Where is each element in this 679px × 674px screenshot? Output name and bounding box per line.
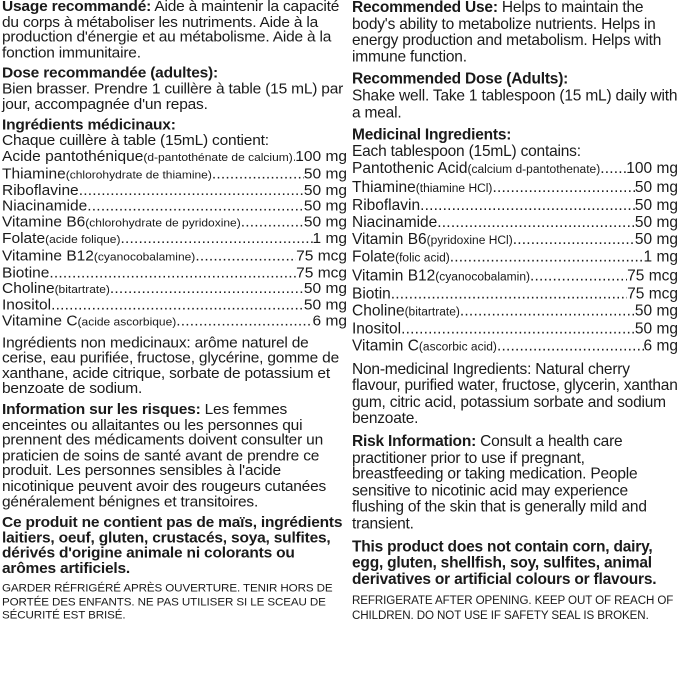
leader-dots	[195, 248, 296, 264]
leader-dots	[110, 281, 304, 297]
english-column-content	[352, 0, 678, 623]
leader-dots	[391, 285, 627, 302]
medicinal-ingredients-fr	[2, 118, 347, 330]
ingredient-amount: 50 mg	[634, 320, 678, 338]
ingredient-source: (bitartrate)	[54, 282, 110, 296]
leader-dots	[513, 231, 635, 248]
ingredient-amount: 75 mcg	[627, 267, 678, 285]
ingredient-amount: 50 mg	[303, 297, 347, 314]
leader-dots	[120, 231, 312, 247]
ingredient-amount: 50 mg	[303, 182, 347, 199]
ingredient-row	[2, 183, 347, 199]
ingredient-source: (thiamine HCl)	[415, 180, 493, 195]
ingredient-name: Vitamin C	[352, 337, 419, 355]
ingredient-row	[2, 149, 347, 166]
ingredient-row	[352, 197, 678, 214]
ingredient-source: (cyanocobalamin)	[435, 269, 531, 284]
ingredient-name: Niacinamide	[352, 213, 438, 231]
ingredient-amount: 6 mg	[312, 313, 347, 330]
ingredient-amount: 50 mg	[634, 302, 678, 320]
ingredient-row	[352, 214, 678, 231]
leader-dots	[176, 314, 312, 330]
leader-dots	[79, 183, 304, 199]
ingredient-source: (bitartrate)	[404, 304, 460, 319]
ingredient-amount: 1 mg	[643, 249, 678, 267]
ingredient-amount: 50 mg	[303, 165, 347, 182]
allergen-statement-fr: Ce produit ne contient pas de maïs, ingrédients laitiers, oeuf, gluten, crustacés, soya, sulfites, dérivés d'origine animale ni colorants ou arômes artificiels.	[2, 514, 343, 577]
recommended-use-en	[352, 0, 678, 66]
ingredient-amount: 50 mg	[634, 213, 678, 231]
ingredient-row	[2, 265, 347, 281]
ingredient-name: Choline	[2, 280, 55, 297]
ingredient-name: Pantothenic Acid	[352, 160, 468, 178]
leader-dots	[51, 298, 304, 314]
ingredient-row	[2, 248, 347, 265]
leader-dots	[450, 249, 644, 266]
ingredient-source: (chlorohydrate de thiamine)	[65, 167, 212, 181]
leader-dots	[49, 265, 296, 281]
leader-dots	[437, 214, 635, 231]
ingredient-name: Folate	[2, 231, 46, 248]
risk-information-en	[352, 434, 678, 533]
section-heading: Usage recommandé:	[2, 0, 152, 15]
leader-dots	[492, 179, 634, 196]
ingredient-source: (cyanocobalamine)	[93, 250, 196, 264]
ingredient-amount: 1 mg	[312, 231, 347, 248]
ingredient-amount: 6 mg	[643, 337, 678, 355]
ingredient-name: Vitamin B12	[352, 267, 436, 285]
section-text: Shake well. Take 1 tablespoon (15 mL) daily with a meal.	[352, 87, 678, 121]
section-heading: Recommended Dose (Adults):	[352, 71, 569, 88]
english-column	[352, 0, 678, 626]
ingredient-name: Choline	[352, 302, 405, 320]
non-medicinal-ingredients-fr: Ingrédients non medicinaux: arôme naturel de cerise, eau purifiée, fructose, glycérine, gomme de xanthane, acide citrique, sorbate de potassium et benzoate de sodium.	[2, 335, 339, 397]
allergen-statement-en: This product does not contain corn, dairy, egg, gluten, shellfish, soy, sulfites, animal derivatives or artificial colours or flavours.	[352, 537, 657, 588]
ingredient-amount: 50 mg	[303, 280, 347, 297]
leader-dots	[600, 161, 626, 178]
ingredient-source: (d-pantothénate de calcium)	[143, 150, 293, 164]
ingredient-name: Vitamin B6	[352, 231, 427, 248]
french-column	[2, 0, 347, 674]
ingredient-name: Vitamine C	[2, 313, 78, 330]
ingredient-source: (acide ascorbique)	[77, 315, 177, 329]
ingredient-row	[2, 215, 347, 232]
section-heading: Recommended Use:	[352, 0, 498, 16]
ingredient-amount: 50 mg	[634, 196, 678, 214]
ingredient-name: Inositol	[2, 297, 52, 314]
ingredients-intro: Chaque cuillère à table (15mL) contient:	[2, 132, 269, 149]
ingredient-list	[2, 149, 347, 330]
section-heading: Ingrédients médicinaux:	[2, 117, 176, 134]
ingredient-amount: 75 mcg	[627, 285, 678, 303]
ingredient-source: (folic acid)	[395, 251, 450, 266]
leader-dots	[87, 199, 304, 215]
leader-dots	[241, 215, 304, 231]
medicinal-ingredients-en	[352, 128, 678, 356]
recommended-use-fr	[2, 0, 347, 61]
ingredient-row	[352, 161, 678, 179]
ingredient-source: (ascorbic acid)	[418, 339, 497, 354]
ingredient-row	[352, 179, 678, 197]
ingredient-amount: 50 mg	[303, 214, 347, 231]
section-text: Consult a health care practitioner prior to use if pregnant, breastfeeding or taking medication. People sensitive to nicotinic acid may experience flushing of the skin that is generally mild and transient.	[352, 432, 647, 533]
ingredient-amount: 50 mg	[634, 178, 678, 196]
section-heading: Dose recommandée (adultes):	[2, 65, 218, 82]
storage-warning-en: REFRIGERATE AFTER OPENING. KEEP OUT OF REACH OF CHILDREN. DO NOT USE IF SAFETY SEAL IS BROKEN.	[352, 594, 674, 622]
storage-warning-fr: GARDER RÉFRIGÉRÉ APRÈS OUVERTURE. TENIR HORS DE PORTÉE DES ENFANTS. NE PAS UTILISER SI LE SCEAU DE SÉCURITÉ EST BRISÉ.	[2, 582, 333, 622]
ingredient-amount: 75 mcg	[296, 248, 347, 264]
ingredient-name: Folate	[352, 249, 396, 267]
ingredient-source: (calcium d-pantothenate)	[467, 162, 601, 177]
section-text: Les femmes enceintes ou allaitantes ou les personnes qui prennent des médicaments doivent consulter un praticien de soins de santé avant de prendre ce produit. Les personnes sensibles à l'acide nicotinique peuvent avoir des rougeurs cutanées généralement bénignes et transitoires.	[2, 402, 327, 510]
section-heading: Risk Information:	[352, 432, 477, 450]
leader-dots	[212, 166, 304, 182]
ingredient-name: Thiamine	[2, 165, 66, 182]
section-text: Aide à maintenir la capacité du corps à métaboliser les nutriments. Aide à la production d'énergie et au métabolisme. Aide à la fonction immunitaire.	[2, 0, 340, 61]
leader-dots	[497, 338, 644, 355]
ingredient-row	[2, 166, 347, 183]
section-text: Bien brasser. Prendre 1 cuillère à table (15 mL) par jour, accompagnée d'un repas.	[2, 81, 344, 113]
ingredient-row	[352, 231, 678, 249]
ingredient-name: Niacinamide	[2, 198, 88, 215]
section-text: Helps to maintain the body's ability to metabolize nutrients. Helps in energy production and metabolism. Helps with immune function.	[352, 0, 662, 66]
leader-dots	[460, 303, 635, 320]
ingredients-intro: Each tablespoon (15mL) contains:	[352, 143, 581, 160]
ingredient-amount: 75 mcg	[296, 265, 347, 281]
risk-information-fr	[2, 403, 347, 510]
leader-dots	[420, 197, 635, 214]
ingredient-name: Riboflavine	[2, 182, 79, 199]
ingredient-amount: 50 mg	[634, 231, 678, 248]
ingredient-amount: 100 mg	[626, 160, 678, 178]
ingredient-row	[2, 298, 347, 314]
leader-dots	[401, 321, 635, 338]
ingredient-source: (chlorohydrate de pyridoxine)	[85, 216, 241, 230]
ingredient-name: Biotin	[352, 285, 391, 303]
ingredient-row	[2, 281, 347, 298]
ingredient-list	[352, 161, 678, 356]
section-heading: Medicinal Ingredients:	[352, 126, 512, 144]
ingredient-source: (pyridoxine HCl)	[426, 233, 513, 247]
ingredient-name: Vitamine B12	[2, 248, 94, 264]
ingredient-name: Inositol	[352, 320, 402, 338]
ingredient-name: Vitamine B6	[2, 214, 86, 231]
ingredient-name: Riboflavin	[352, 196, 421, 214]
ingredient-row	[2, 199, 347, 215]
ingredient-row	[352, 249, 678, 267]
ingredient-name: Thiamine	[352, 178, 416, 196]
ingredient-row	[352, 338, 678, 356]
ingredient-row	[2, 314, 347, 331]
french-column-content	[2, 0, 347, 623]
recommended-dose-en	[352, 72, 678, 122]
ingredient-row	[352, 303, 678, 321]
leader-dots	[530, 267, 627, 284]
non-medicinal-ingredients-en: Non-medicinal Ingredients: Natural cherry flavour, purified water, fructose, glycerin, xanthan gum, citric acid, potassium sorbate and sodium benzoate.	[352, 360, 678, 428]
ingredient-row	[352, 321, 678, 338]
ingredient-name: Biotine	[2, 265, 50, 281]
ingredient-source: (acide folique)	[45, 233, 121, 247]
recommended-dose-fr	[2, 67, 347, 113]
ingredient-name: Acide pantothénique	[2, 149, 144, 165]
section-heading: Information sur les risques:	[2, 402, 201, 418]
ingredient-row	[2, 231, 347, 248]
ingredient-amount: 100 mg	[295, 149, 347, 165]
ingredient-amount: 50 mg	[303, 198, 347, 215]
ingredient-row	[352, 267, 678, 285]
ingredient-row	[352, 285, 678, 302]
